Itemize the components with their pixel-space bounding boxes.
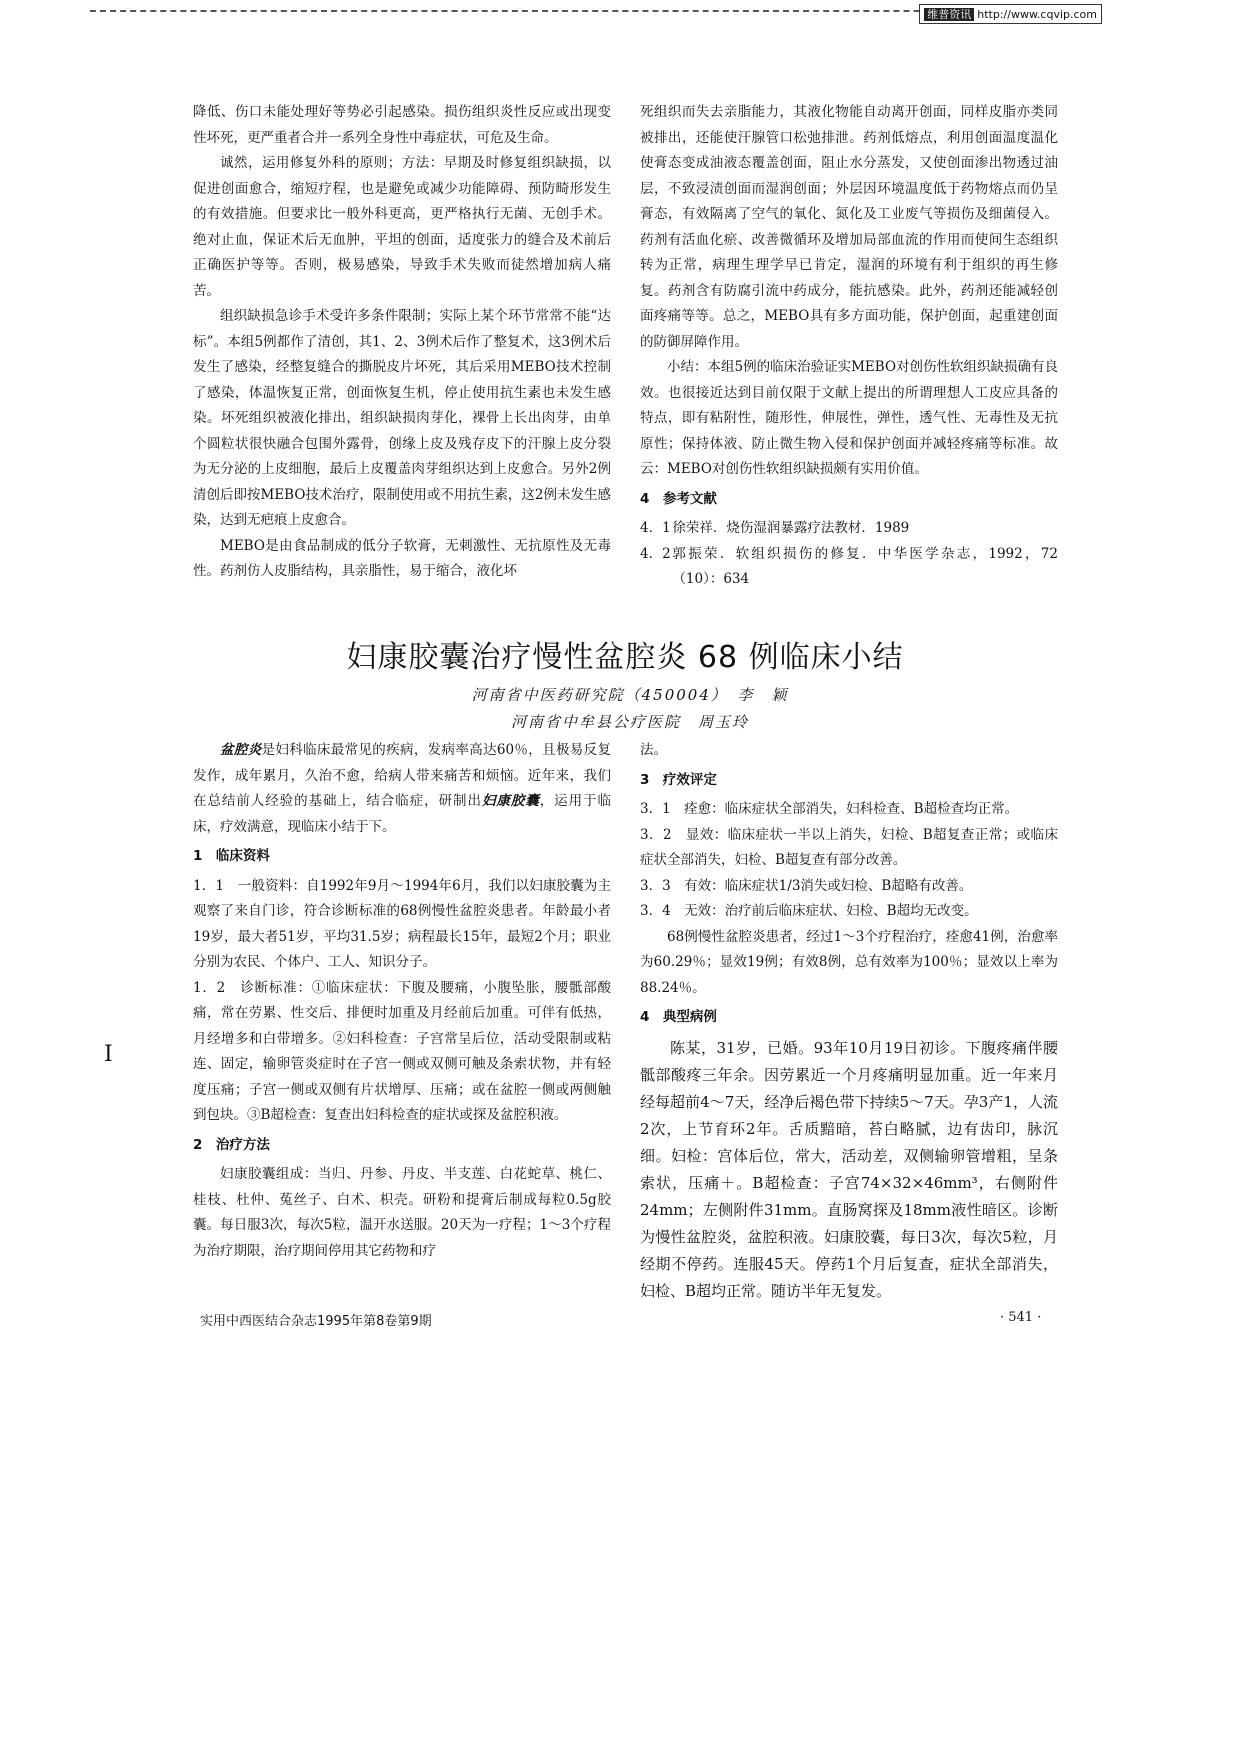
paragraph: MEBO是由食品制成的低分子软膏，无刺激性、无抗原性及无毒性。药剂仿人皮脂结构，具亲脂性，易于缩合，液化坏 [193, 537, 611, 579]
section-heading: 4 典型病例 [640, 1009, 717, 1025]
paragraph: 死组织而失去亲脂能力，其液化物能自动离开创面，同样皮脂亦类同被排出，还能使汗腺管口松弛排泄。药剂低熔点，利用创面温度温化使膏态变成油液态覆盖创面，阻止水分蒸发，又使创面渗出物透过油层，不致浸渍创面而湿润创面；外层因环境温度低于药物熔点而仍呈膏态，有效隔离了空气的氧化、氮化及工业废气等损伤及细菌侵入。药剂有活血化瘀、改善微循环及增加局部血流的作用而使间生态组织转为正常，病理生理学早已肯定，湿润的环境有利于组织的再生修复。药剂含有防腐引流中药成分，能抗感染。此外，药剂还能减轻创面疼痛等等。总之，MEBO具有多方面功能，保护创面，起重建创面的防御屏障作用。 [640, 104, 1058, 350]
section-heading: 2 治疗方法 [193, 1136, 270, 1153]
criterion-item: 3．1 痊愈：临床症状全部消失，妇科检查、B超检查均正常。 [640, 801, 1019, 817]
intro-paragraph [193, 738, 611, 840]
section-heading: 1 临床资料 [193, 848, 270, 864]
stamp-url: http://www.cqvip.com [977, 8, 1097, 21]
case-report [640, 1035, 1058, 1305]
article-column-2 [640, 738, 1058, 1305]
paragraph: 1．2 诊断标准：①临床症状：下腹及腰痛，小腹坠胀，腰骶部酸痛，常在劳累、性交后、排便时加重及月经前后加重。可伴有低热，月经增多和白带增多。②妇科检查：子宫常呈后位，活动受限制或粘连、固定，输卵管炎症时在子宫一侧或双侧可触及条索状物，并有轻度压痛；子宫一侧或双侧有片状增厚、压痛；或在盆腔一侧或两侧触到包块。③B超检查：复查出妇科检查的症状或探及盆腔积液。 [193, 979, 611, 1123]
article-column-1 [193, 738, 611, 1264]
criterion-item: 3．3 有效：临床症状1/3消失或妇检、B超略有改善。 [640, 877, 973, 894]
references-heading: 4 参考文献 [640, 490, 717, 507]
reference-number: 4．1 [640, 520, 671, 536]
source-stamp [919, 4, 1102, 24]
reference-number: 4．2 [640, 545, 671, 562]
prev-article-column-1 [193, 100, 611, 585]
paragraph: 组织缺损急诊手术受许多条件限制；实际上某个环节常常不能“达标”。本组5例都作了清创，其1、2、3例术后作了整复术，这3例术后发生了感染，经整复缝合的撕脱皮片坏死，其后采用MEBO技术控制了感染，体温恢复正常，创面恢复生机，停止使用抗生素也未发生感染。坏死组织被液化排出，组织缺损肉芽化，裸骨上长出肉芽，由单个圆粒状很快融合包围外露骨，创缘上皮及残存皮下的汗腺上皮分裂为无分泌的上皮细胞，最后上皮覆盖肉芽组织达到上皮愈合。另外2例清创后即按MEBO技术治疗，限制使用或不用抗生素，这2例未发生感染，达到无疤痕上皮愈合。 [193, 308, 612, 528]
paragraph: 法。 [640, 742, 667, 758]
paragraph: 妇康胶囊组成：当归、丹参、丹皮、半支莲、白花蛇草、桃仁、桂枝、杜仲、菟丝子、白术、枳壳。研粉和提膏后制成每粒0.5g胶囊。每日服3次，每次5粒，温开水送服。20天为一疗程；1～3个疗程为治疗期限，治疗期间停用其它药物和疗 [193, 1166, 611, 1259]
intro-end: ，运用于临床，疗效满意，现临床小结于下。 [193, 793, 612, 835]
top-scan-line [90, 10, 1010, 12]
affiliation-line-1: 河南省中医药研究院（450004） 李 颖 [471, 686, 789, 704]
product-term: 妇康胶囊 [481, 793, 540, 809]
criterion-item: 3．4 无效：治疗前后临床症状、妇检、B超均无改变。 [640, 903, 978, 919]
criterion-item: 3．2 显效：临床症状一半以上消失，妇检、B超复查正常；或临床症状全部消失，妇检、B超复查有部分改善。 [640, 826, 1058, 868]
reference-item [640, 542, 1058, 593]
journal-footer: 实用中西医结合杂志1995年第8卷第9期 [200, 1314, 432, 1329]
paragraph: 1．1 一般资料：自1992年9月～1994年6月，我们以妇康胶囊为主观察了来自门诊，符合诊断标准的68例慢性盆腔炎患者。年龄最小者19岁，最大者51岁，平均31.5岁；病程最长15年，最短2个月；职业分别为农民、个体户、工人、知识分子。 [193, 877, 611, 970]
section-heading: 3 疗效评定 [640, 771, 717, 788]
article-title: 妇康胶囊治疗慢性盆腔炎 68 例临床小结 [346, 640, 904, 675]
reference-text: 徐荣祥．烧伤湿润暴露疗法教材．1989 [672, 520, 910, 536]
intro-text: 是妇科临床最常见的疾病，发病率高达60％，且极易反复发作，成年累月，久治不愈，给病人带来痛苦和烦恼。近年来，我们在总结前人经验的基础上，结合临症，研制出 [193, 742, 612, 809]
paragraph: 陈某，31岁，已婚。93年10月19日初诊。下腹疼痛伴腰骶部酸疼三年余。因劳累近一个月疼痛明显加重。近一年来月经每超前4～7天，经净后褐色带下持续5～7天。孕3产1，人流2次，上节育环2年。舌质黯暗，苔白略腻，边有齿印，脉沉细。妇检：宫体后位，常大，活动差，双侧输卵管增粗，呈条索状，压痛＋。B超检查：子宫74×32×46mm³，右侧附件24mm；左侧附件31mm。直肠窝探及18mm液性暗区。诊断为慢性盆腔炎，盆腔积液。妇康胶囊，每日3次，每次5粒，月经期不停药。连服45天。停药1个月后复查，症状全部消失，妇检、B超均正常。随访半年无复发。 [640, 1038, 1058, 1300]
page-number: · 541 · [1000, 1310, 1042, 1325]
lead-term: 盆腔炎 [220, 742, 262, 758]
stamp-label: 维普资讯 [924, 8, 974, 21]
paragraph: 降低、伤口未能处理好等势必引起感染。损伤组织炎性反应或出现变性坏死，更严重者合并一系列全身性中毒症状，可危及生命。 [193, 104, 611, 146]
reference-text: 郭振荣．软组织损伤的修复．中华医学杂志，1992，72（10）：634 [672, 545, 1058, 587]
margin-mark: I [104, 1042, 113, 1067]
paragraph: 诚然，运用修复外科的原则；方法：早期及时修复组织缺损，以促进创面愈合，缩短疗程，也是避免或减少功能障碍、预防畸形发生的有效措施。但要求比一般外科更高，更严格执行无菌、无创手术。绝对止血，保证术后无血肿，平坦的创面，适度张力的缝合及术前后正确医护等等。否则，极易感染，导致手术失败而徒然增加病人痛苦。 [193, 155, 611, 299]
affiliation-line-2: 河南省中牟县公疗医院 周玉玲 [510, 713, 749, 731]
prev-article-column-2 [640, 100, 1058, 593]
reference-item [640, 516, 1058, 542]
paragraph: 68例慢性盆腔炎患者，经过1～3个疗程治疗，痊愈41例，治愈率为60.29％；显效19例；有效8例，总有效率为100％；显效以上率为88.24％。 [640, 928, 1058, 996]
paragraph: 小结：本组5例的临床治验证实MEBO对创伤性软组织缺损确有良效。也很接近达到目前仅限于文献上提出的所谓理想人工皮应具备的特点，即有粘附性，随形性，伸展性，弹性，透气性、无毒性及无抗原性；保持体液、防止微生物入侵和保护创面并减轻疼痛等标准。故云：MEBO对创伤性软组织缺损颇有实用价值。 [640, 359, 1059, 477]
